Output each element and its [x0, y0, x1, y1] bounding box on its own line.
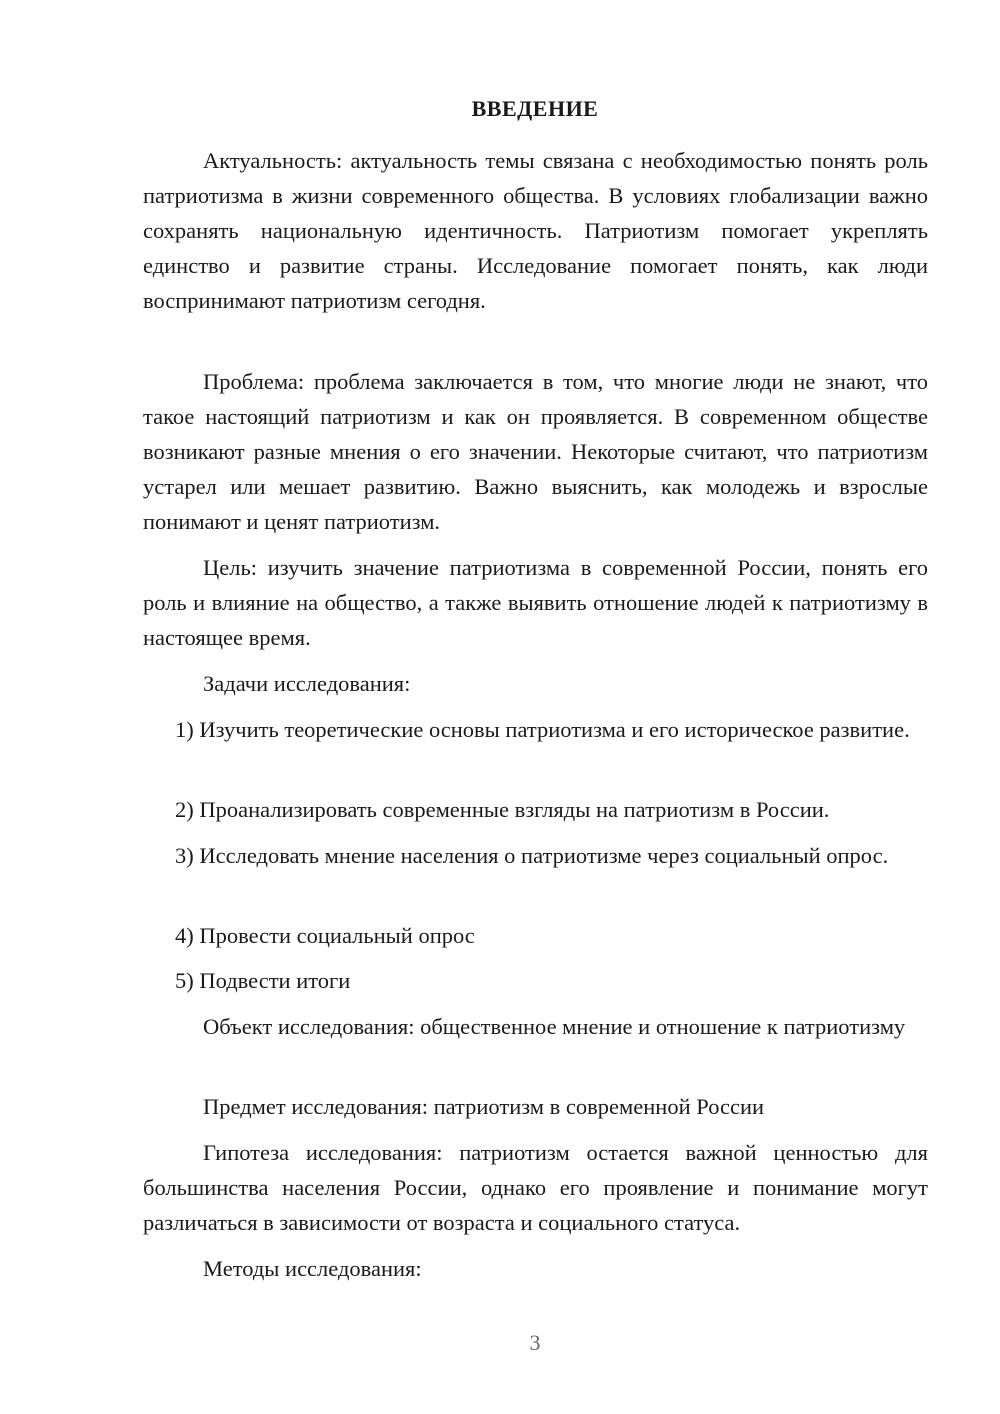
object-paragraph: Объект исследования: общественное мнение и отношение к патриотизму — [203, 1014, 906, 1039]
task-item-5: 5) Подвести итоги — [175, 968, 351, 993]
methods-heading: Методы исследования: — [203, 1256, 422, 1281]
hypothesis-paragraph: Гипотеза исследования: патриотизм остается важной ценностью для большинства населения России, однако его проявление и понимание могут различаться в зависимости от возраста и социального статуса. — [143, 1140, 928, 1235]
page-number: 3 — [529, 1330, 541, 1355]
relevance-paragraph: Актуальность: актуальность темы связана с необходимостью понять роль патриотизма в жизни современного общества. В условиях глобализации важно сохранять национальную идентичность. Патриотизм помогает укреплять единство и развитие страны. Исследование помогает понять, как люди воспринимают патриотизм сегодня. — [143, 148, 928, 313]
task-item-4: 4) Провести социальный опрос — [175, 923, 475, 948]
problem-paragraph: Проблема: проблема заключается в том, что многие люди не знают, что такое настоящий патриотизм и как он проявляется. В современном обществе возникают разные мнения о его значении. Некоторые считают, что патриотизм устарел или мешает развитию. Важно выяснить, как молодежь и взрослые понимают и ценят патриотизм. — [143, 369, 928, 534]
task-item-2: 2) Проанализировать современные взгляды на патриотизм в России. — [175, 797, 830, 822]
task-item-1: 1) Изучить теоретические основы патриотизма и его историческое развитие. — [175, 717, 910, 742]
goal-paragraph: Цель: изучить значение патриотизма в современной России, понять его роль и влияние на общество, а также выявить отношение людей к патриотизму в настоящее время. — [143, 555, 928, 650]
page-title: ВВЕДЕНИЕ — [471, 96, 599, 121]
tasks-heading: Задачи исследования: — [203, 671, 411, 696]
task-item-3: 3) Исследовать мнение населения о патриотизме через социальный опрос. — [175, 843, 889, 868]
subject-paragraph: Предмет исследования: патриотизм в современной России — [203, 1094, 765, 1119]
